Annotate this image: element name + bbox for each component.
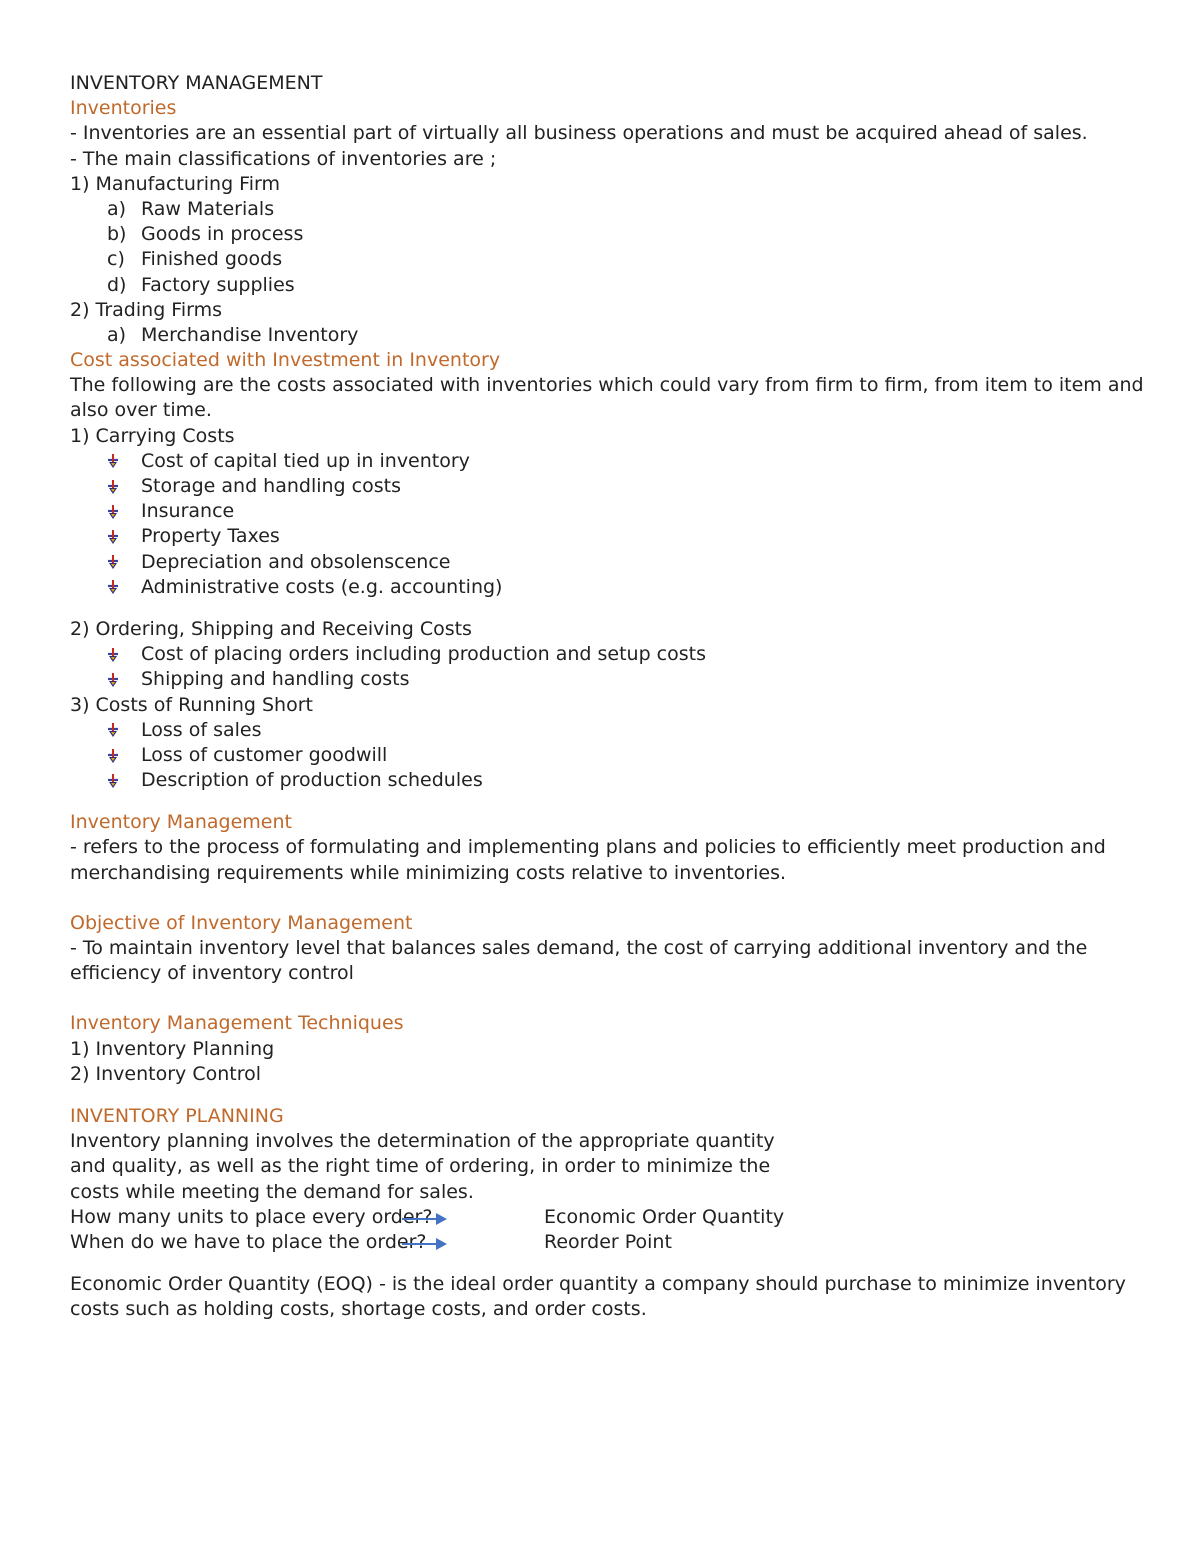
ordering-costs-title: 2) Ordering, Shipping and Receiving Costs [70, 617, 472, 640]
answer-text: Reorder Point [544, 1230, 672, 1253]
list-item [70, 197, 1150, 222]
bullet-item-text: Administrative costs (e.g. accounting) [141, 575, 503, 598]
bullet-item [70, 575, 1150, 600]
objective-text: - To maintain inventory level that balances sales demand, the cost of carrying additional inventory and the efficiency of inventory control [70, 937, 1088, 985]
answer-text: Economic Order Quantity [544, 1205, 785, 1228]
bullet-item [70, 449, 1150, 474]
planning-text-line: costs while meeting the demand for sales. [70, 1180, 474, 1203]
bullet-item [70, 524, 1150, 549]
list-item: 1) Inventory Planning [70, 1037, 275, 1060]
document-page [70, 71, 1150, 1323]
list-item-text: Goods in process [141, 223, 304, 246]
bullet-item-text: Insurance [141, 500, 235, 523]
list-item-label: c) [107, 248, 125, 271]
list-item-text: Raw Materials [141, 197, 275, 220]
arrow-down-bullet-icon [105, 647, 141, 663]
costs-intro: The following are the costs associated with inventories which could vary from firm to firm, from item to item and also over time. [70, 374, 1144, 422]
planning-text-line: Inventory planning involves the determination of the appropriate quantity [70, 1130, 775, 1153]
bullet-item-text: Loss of customer goodwill [141, 743, 388, 766]
list-item: 2) Inventory Control [70, 1062, 262, 1085]
arrow-down-bullet-icon [105, 672, 141, 688]
arrow-down-bullet-icon [105, 579, 141, 595]
question-text: When do we have to place the order? [70, 1230, 427, 1253]
arrow-down-bullet-icon [105, 773, 141, 789]
bullet-item-text: Description of production schedules [141, 769, 483, 792]
manufacturing-firm-title: 1) Manufacturing Firm [70, 172, 280, 195]
bullet-item-text: Cost of placing orders including production and setup costs [141, 643, 706, 666]
list-item-text: Factory supplies [141, 273, 295, 296]
bullet-item-text: Depreciation and obsolenscence [141, 550, 451, 573]
inventory-management-heading: Inventory Management [70, 811, 292, 834]
trading-firms-title: 2) Trading Firms [70, 298, 222, 321]
list-item [70, 273, 1150, 298]
list-item-text: Finished goods [141, 248, 283, 271]
list-item-label: a) [107, 197, 127, 220]
carrying-costs-title: 1) Carrying Costs [70, 424, 235, 447]
list-item-label: b) [107, 223, 127, 246]
bullet-item-text: Shipping and handling costs [141, 668, 410, 691]
arrow-down-bullet-icon [105, 554, 141, 570]
bullet-item-text: Loss of sales [141, 718, 262, 741]
list-item [70, 247, 1150, 272]
list-item-label: a) [107, 323, 127, 346]
arrow-down-bullet-icon [105, 529, 141, 545]
planning-text-line: and quality, as well as the right time of ordering, in order to minimize the [70, 1155, 771, 1178]
question-text: How many units to place every order? [70, 1205, 433, 1228]
inventory-planning-heading: INVENTORY PLANNING [70, 1105, 284, 1128]
bullet-item-text: Property Taxes [141, 525, 280, 548]
list-item [70, 323, 1150, 348]
bullet-item [70, 642, 1150, 667]
techniques-heading: Inventory Management Techniques [70, 1012, 404, 1035]
objective-heading: Objective of Inventory Management [70, 911, 413, 934]
arrow-down-bullet-icon [105, 748, 141, 764]
bullet-item [70, 667, 1150, 692]
bullet-item [70, 768, 1150, 793]
inventory-management-definition: - refers to the process of formulating and implementing plans and policies to efficiently meet production and merchandising requirements while minimizing costs relative to inventories. [70, 836, 1106, 884]
document-title: INVENTORY MANAGEMENT [70, 72, 323, 94]
question-answer-row [70, 1230, 1150, 1255]
running-short-title: 3) Costs of Running Short [70, 693, 313, 716]
eoq-definition: Economic Order Quantity (EOQ) - is the ideal order quantity a company should purchase to minimize inventory costs such as holding costs, shortage costs, and order costs. [70, 1273, 1126, 1321]
bullet-item [70, 743, 1150, 768]
right-arrow-icon [400, 1234, 448, 1259]
costs-heading: Cost associated with Investment in Inventory [70, 349, 501, 372]
arrow-down-bullet-icon [105, 504, 141, 520]
bullet-item [70, 499, 1150, 524]
arrow-down-bullet-icon [105, 479, 141, 495]
bullet-item [70, 474, 1150, 499]
question-answer-row [70, 1205, 1150, 1230]
inventories-definition: - Inventories are an essential part of virtually all business operations and must be acquired ahead of sales. [70, 122, 1088, 145]
list-item-text: Merchandise Inventory [141, 323, 359, 346]
arrow-down-bullet-icon [105, 453, 141, 469]
arrow-down-bullet-icon [105, 722, 141, 738]
bullet-item-text: Cost of capital tied up in inventory [141, 449, 470, 472]
bullet-item [70, 550, 1150, 575]
bullet-item [70, 718, 1150, 743]
inventories-classification-intro: - The main classifications of inventories are ; [70, 147, 497, 170]
inventories-heading: Inventories [70, 97, 177, 120]
list-item [70, 222, 1150, 247]
list-item-label: d) [107, 273, 127, 296]
bullet-item-text: Storage and handling costs [141, 475, 401, 498]
